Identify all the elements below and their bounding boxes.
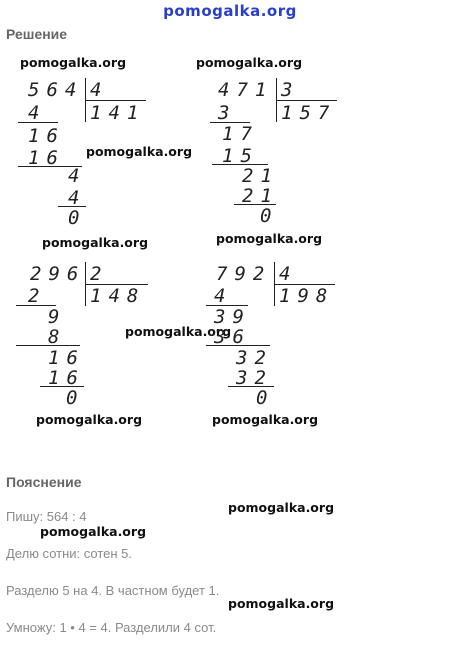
watermark: pomogalka.org <box>216 231 323 246</box>
watermark: pomogalka.org <box>212 412 319 427</box>
step: 8 <box>48 326 67 348</box>
step: 36 <box>214 326 251 348</box>
explanation-line: Разделю 5 на 4. В частном будет 1. <box>6 583 220 598</box>
watermark: pomogalka.org <box>20 55 127 70</box>
step: 2 <box>28 285 47 307</box>
explanation-line: Пишу: 564 : 4 <box>6 509 87 524</box>
dividend: 471 <box>218 79 274 101</box>
site-title: pomogalka.org <box>163 2 297 20</box>
step: 4 <box>68 165 87 187</box>
quotient: 198 <box>279 285 335 307</box>
step: 4 <box>28 102 47 124</box>
remainder: 0 <box>260 205 279 227</box>
explanation-line: Умножу: 1 • 4 = 4. Разделили 4 сот. <box>6 620 217 635</box>
remainder: 0 <box>256 387 275 409</box>
step: 9 <box>48 306 67 328</box>
watermark: pomogalka.org <box>36 412 143 427</box>
step: 4 <box>214 285 233 307</box>
step: 17 <box>222 123 259 145</box>
divisor: 2 <box>90 263 109 285</box>
step: 16 <box>48 347 85 369</box>
watermark: pomogalka.org <box>40 524 147 539</box>
watermark: pomogalka.org <box>228 500 335 515</box>
divisor: 3 <box>281 79 300 101</box>
explanation-line: Делю сотни: сотен 5. <box>6 546 133 561</box>
quotient: 157 <box>281 102 337 124</box>
watermark: pomogalka.org <box>125 324 232 339</box>
explanation-heading: Пояснение <box>6 474 82 490</box>
step: 39 <box>214 306 251 328</box>
step: 16 <box>48 367 85 389</box>
step: 21 <box>242 185 279 207</box>
remainder: 0 <box>68 207 87 229</box>
step: 3 <box>218 102 237 124</box>
divisor: 4 <box>90 79 109 101</box>
dividend: 792 <box>216 263 272 285</box>
step: 15 <box>222 145 259 167</box>
watermark: pomogalka.org <box>42 235 149 250</box>
step: 16 <box>28 147 65 169</box>
divisor: 4 <box>279 263 298 285</box>
quotient: 141 <box>90 102 146 124</box>
step: 16 <box>28 125 65 147</box>
dividend: 296 <box>30 263 86 285</box>
remainder: 0 <box>66 387 85 409</box>
step: 32 <box>236 347 273 369</box>
dividend: 564 <box>28 79 84 101</box>
watermark: pomogalka.org <box>196 55 303 70</box>
step: 4 <box>68 187 87 209</box>
step: 32 <box>236 367 273 389</box>
solution-heading: Решение <box>6 26 68 42</box>
quotient: 148 <box>90 285 146 307</box>
step: 21 <box>242 165 279 187</box>
watermark: pomogalka.org <box>228 596 335 611</box>
watermark: pomogalka.org <box>86 144 193 159</box>
